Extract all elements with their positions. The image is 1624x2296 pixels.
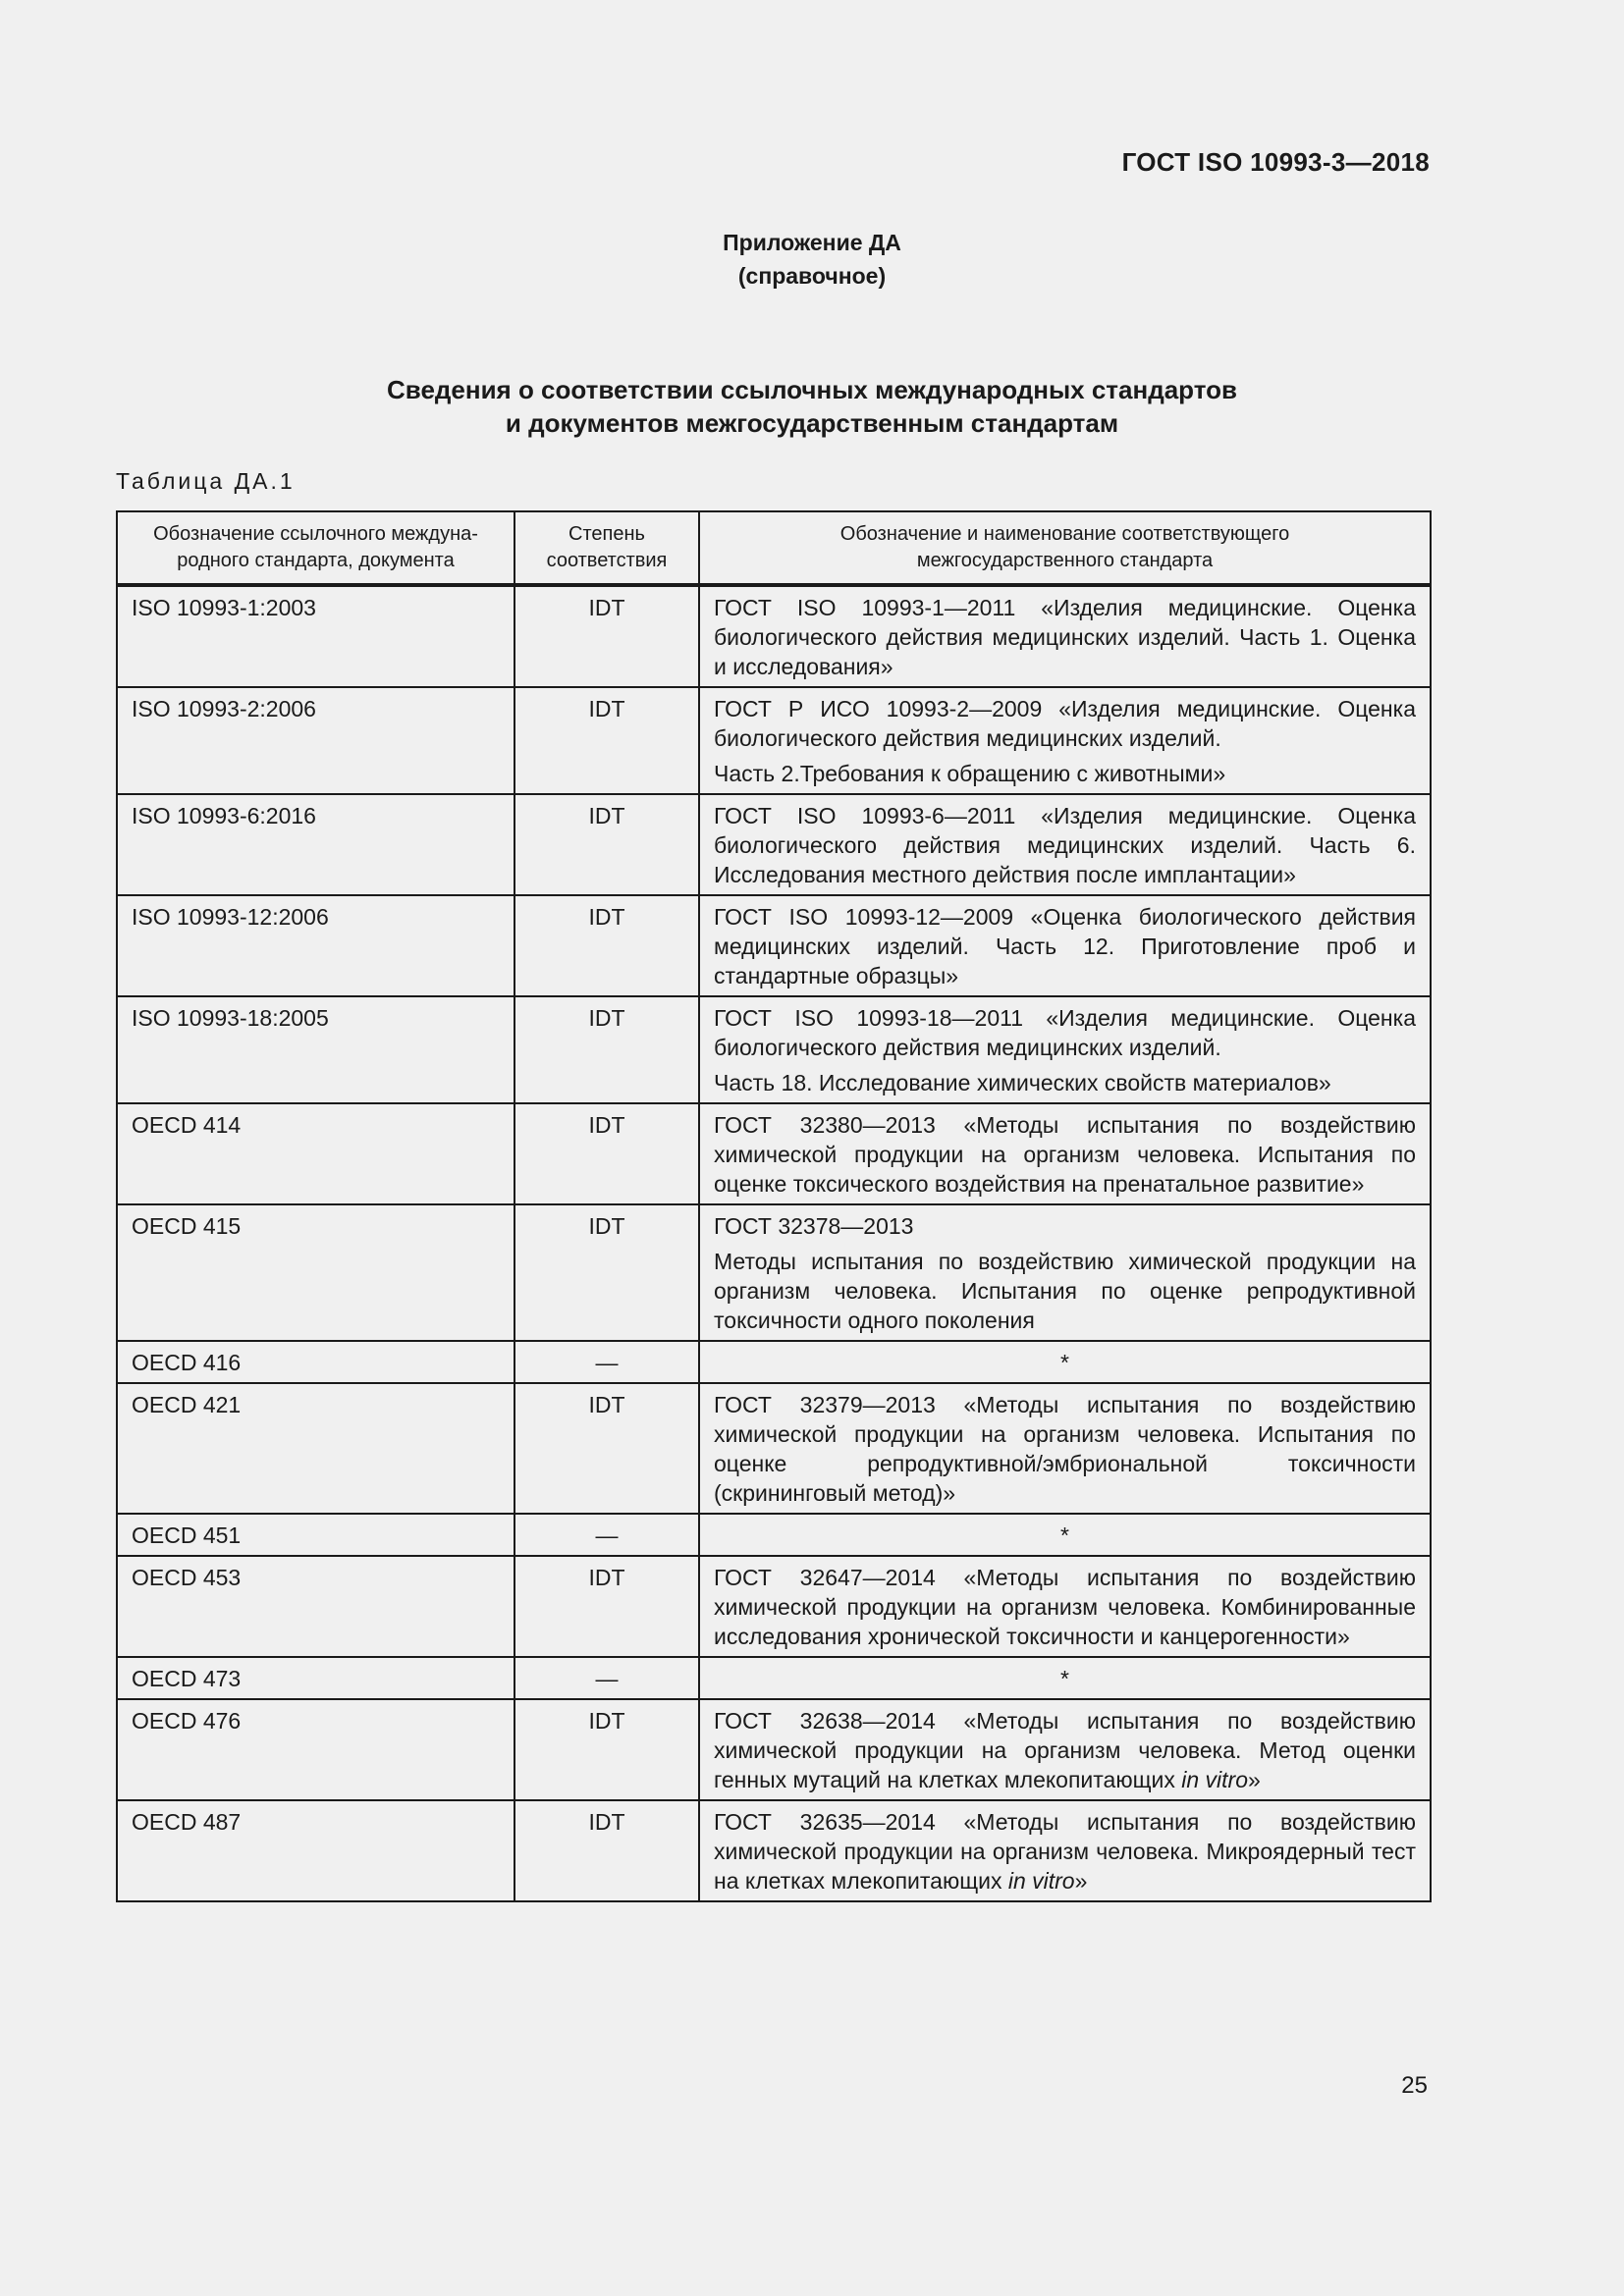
- header-line: Обозначение ссылочного междуна-: [153, 523, 478, 545]
- table-row: [117, 1383, 1431, 1514]
- interstate-standard-cell: [699, 1657, 1431, 1699]
- standard-description-paragraph: Часть 2.Требования к обращению с животными»: [714, 761, 1226, 786]
- conformity-degree-cell: IDT: [514, 1800, 699, 1901]
- table-row: [117, 1204, 1431, 1341]
- reference-standard-cell: OECD 451: [117, 1514, 514, 1556]
- interstate-standard-cell: [699, 895, 1431, 996]
- reference-standard-cell: ISO 10993-6:2016: [117, 794, 514, 895]
- in-vitro-italic: in vitro: [1181, 1767, 1249, 1792]
- interstate-standard-cell: [699, 1556, 1431, 1657]
- interstate-standard-cell: [699, 1103, 1431, 1204]
- conformity-degree-cell: —: [514, 1514, 699, 1556]
- header-line: межгосударственного стандарта: [916, 550, 1214, 571]
- header-reference-designation: [117, 511, 514, 585]
- interstate-standard-cell: [699, 1514, 1431, 1556]
- reference-standard-cell: OECD 453: [117, 1556, 514, 1657]
- table-row: [117, 1341, 1431, 1383]
- reference-standard-cell: ISO 10993-18:2005: [117, 996, 514, 1103]
- standard-description-paragraph: ГОСТ 32378—2013: [714, 1213, 914, 1239]
- interstate-standard-cell: [699, 585, 1431, 687]
- standard-description-paragraph: *: [1060, 1522, 1069, 1548]
- reference-standards-table: [116, 510, 1432, 1902]
- conformity-degree-cell: IDT: [514, 1556, 699, 1657]
- interstate-standard-cell: [699, 1204, 1431, 1341]
- standard-description-paragraph: ГОСТ 32638—2014 «Методы испытания по воздействию химической продукции на организм человека. Метод оценки генных мутаций на клетках млекопитающих in vitro»: [714, 1708, 1416, 1792]
- conformity-degree-cell: IDT: [514, 794, 699, 895]
- header-line: Обозначение и наименование соответствующего: [839, 523, 1290, 545]
- reference-standard-cell: OECD 415: [117, 1204, 514, 1341]
- conformity-degree-cell: —: [514, 1341, 699, 1383]
- standard-description-paragraph: ГОСТ ISO 10993-1—2011 «Изделия медицинские. Оценка биологического действия медицинских изделий. Часть 1. Оценка и исследования»: [714, 595, 1416, 679]
- reference-standard-cell: OECD 416: [117, 1341, 514, 1383]
- conformity-degree-cell: IDT: [514, 1204, 699, 1341]
- document-code: ГОСТ ISO 10993-3—2018: [1121, 147, 1430, 177]
- standard-description-paragraph: ГОСТ Р ИСО 10993-2—2009 «Изделия медицинские. Оценка биологического действия медицинских изделий.: [714, 696, 1416, 751]
- table-row: [117, 687, 1431, 794]
- standard-description-paragraph: ГОСТ ISO 10993-6—2011 «Изделия медицинские. Оценка биологического действия медицинских изделий. Часть 6. Исследования местного действия после имплантации»: [714, 803, 1416, 887]
- header-interstate-standard: [699, 511, 1431, 585]
- reference-standard-cell: OECD 476: [117, 1699, 514, 1800]
- section-title: [0, 373, 1624, 440]
- table-row: [117, 1103, 1431, 1204]
- header-line: Степень: [568, 523, 645, 545]
- standard-description-paragraph: *: [1060, 1350, 1069, 1375]
- conformity-degree-cell: IDT: [514, 1699, 699, 1800]
- standard-description-paragraph: Методы испытания по воздействию химической продукции на организм человека. Испытания по оценке репродуктивной токсичности одного поколения: [714, 1249, 1416, 1333]
- page-number: 25: [1401, 2072, 1428, 2099]
- standard-description-paragraph: ГОСТ 32379—2013 «Методы испытания по воздействию химической продукции на организм человека. Испытания по оценке репродуктивной/эмбриональной токсичности (скрининговый метод)»: [714, 1392, 1416, 1506]
- standard-description-paragraph: *: [1060, 1666, 1069, 1691]
- conformity-degree-cell: IDT: [514, 585, 699, 687]
- section-title-line-1: Сведения о соответствии ссылочных международных стандартов: [387, 375, 1237, 404]
- reference-standard-cell: ISO 10993-2:2006: [117, 687, 514, 794]
- reference-standard-cell: OECD 473: [117, 1657, 514, 1699]
- standard-description-paragraph: ГОСТ ISO 10993-18—2011 «Изделия медицинские. Оценка биологического действия медицинских изделий.: [714, 1005, 1416, 1060]
- conformity-degree-cell: IDT: [514, 1383, 699, 1514]
- header-conformity-degree: [514, 511, 699, 585]
- reference-standard-cell: OECD 414: [117, 1103, 514, 1204]
- reference-standard-cell: ISO 10993-12:2006: [117, 895, 514, 996]
- interstate-standard-cell: [699, 1383, 1431, 1514]
- table-header-row: [117, 511, 1431, 585]
- table-row: [117, 1657, 1431, 1699]
- reference-standard-cell: OECD 421: [117, 1383, 514, 1514]
- table-caption: Таблица ДА.1: [116, 468, 296, 494]
- standard-description-paragraph: ГОСТ 32635—2014 «Методы испытания по воздействию химической продукции на организм человека. Микроядерный тест на клетках млекопитающих in vitro»: [714, 1809, 1416, 1894]
- standard-description-paragraph: ГОСТ 32380—2013 «Методы испытания по воздействию химической продукции на организм человека. Испытания по оценке токсического воздействия на пренатальное развитие»: [714, 1112, 1416, 1197]
- table-row: [117, 585, 1431, 687]
- interstate-standard-cell: [699, 1341, 1431, 1383]
- interstate-standard-cell: [699, 687, 1431, 794]
- table-row: [117, 996, 1431, 1103]
- table-row: [117, 1514, 1431, 1556]
- standard-description-paragraph: Часть 18. Исследование химических свойств материалов»: [714, 1070, 1331, 1095]
- interstate-standard-cell: [699, 996, 1431, 1103]
- interstate-standard-cell: [699, 794, 1431, 895]
- reference-standard-cell: OECD 487: [117, 1800, 514, 1901]
- annex-title: Приложение ДА: [723, 230, 901, 255]
- table-row: [117, 794, 1431, 895]
- table-body: [117, 585, 1431, 1901]
- conformity-degree-cell: IDT: [514, 1103, 699, 1204]
- table-row: [117, 895, 1431, 996]
- conformity-degree-cell: IDT: [514, 895, 699, 996]
- conformity-degree-cell: —: [514, 1657, 699, 1699]
- interstate-standard-cell: [699, 1800, 1431, 1901]
- header-line: родного стандарта, документа: [177, 550, 455, 571]
- in-vitro-italic: in vitro: [1007, 1868, 1075, 1894]
- standard-description-paragraph: ГОСТ ISO 10993-12—2009 «Оценка биологического действия медицинских изделий. Часть 12. Приготовление проб и стандартные образцы»: [714, 904, 1416, 988]
- conformity-degree-cell: IDT: [514, 996, 699, 1103]
- interstate-standard-cell: [699, 1699, 1431, 1800]
- conformity-degree-cell: IDT: [514, 687, 699, 794]
- table-row: [117, 1800, 1431, 1901]
- section-title-line-2: и документов межгосударственным стандартам: [505, 408, 1119, 438]
- annex-heading: [0, 226, 1624, 293]
- standard-description-paragraph: ГОСТ 32647—2014 «Методы испытания по воздействию химической продукции на организм человека. Комбинированные исследования хронической токсичности и канцерогенности»: [714, 1565, 1416, 1649]
- header-line: соответствия: [546, 550, 668, 571]
- table-row: [117, 1556, 1431, 1657]
- reference-standard-cell: ISO 10993-1:2003: [117, 585, 514, 687]
- annex-subtitle: (справочное): [737, 263, 887, 289]
- table-row: [117, 1699, 1431, 1800]
